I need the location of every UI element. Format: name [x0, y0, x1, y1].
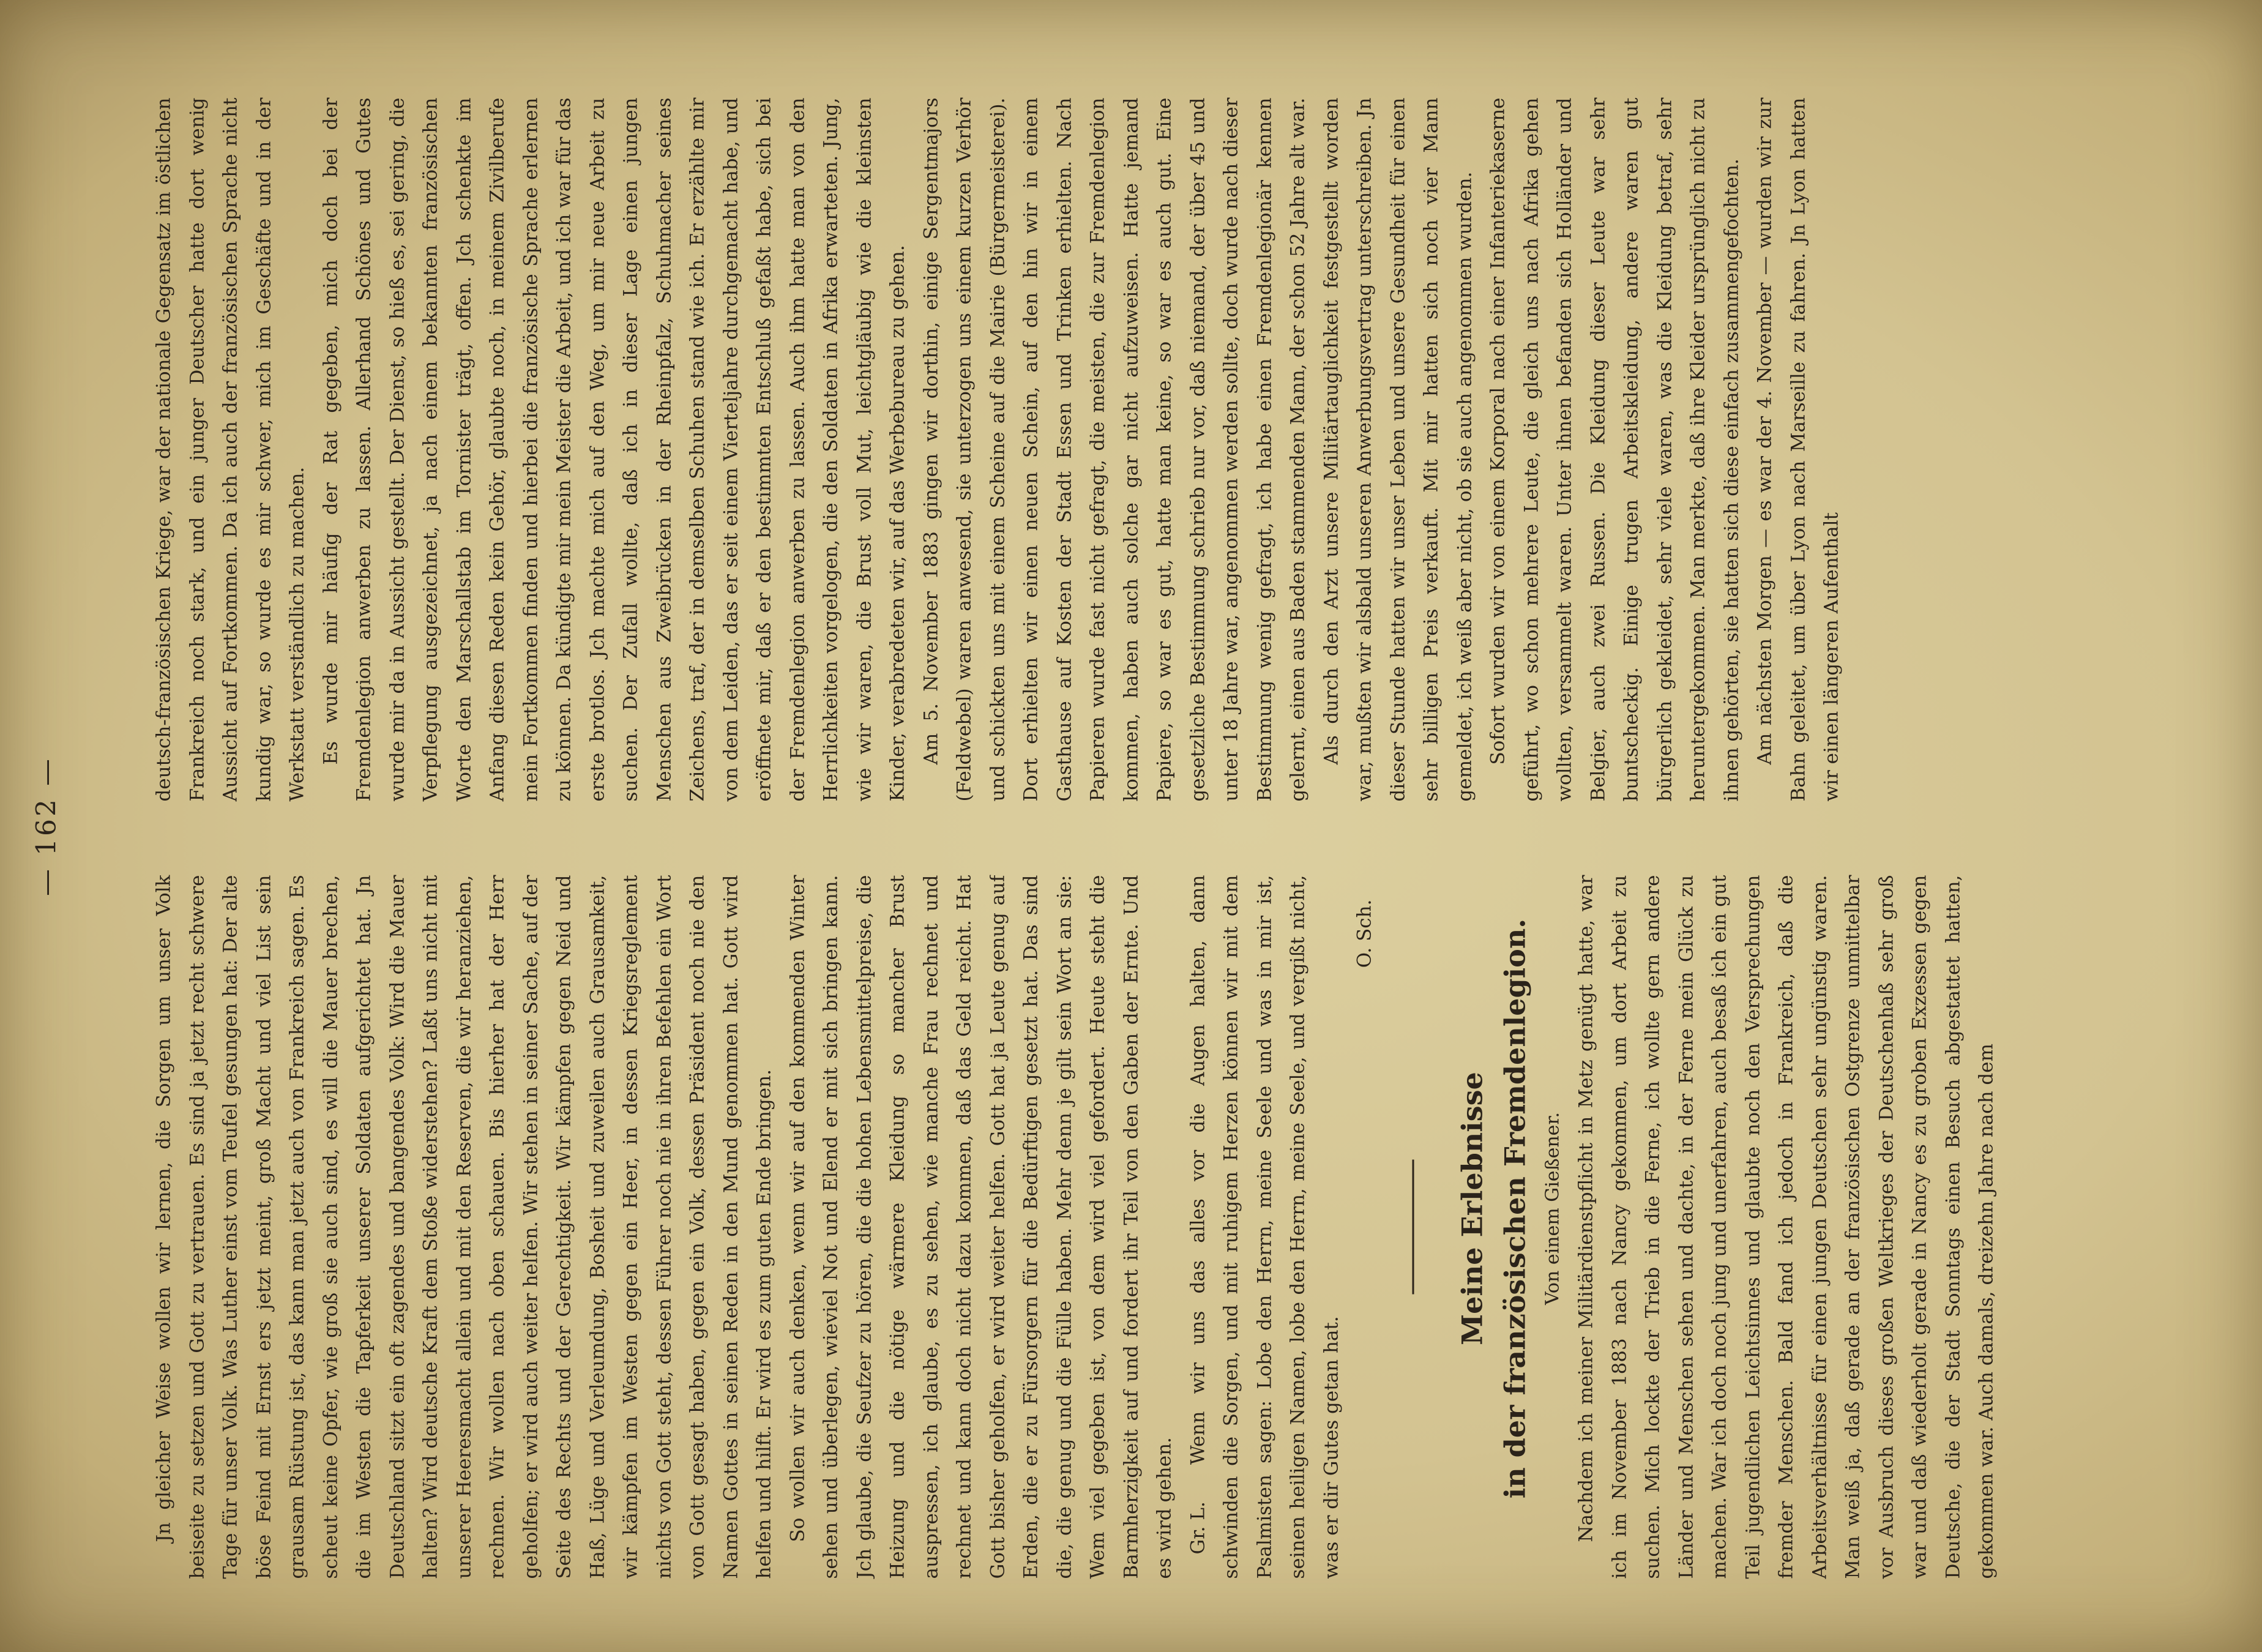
- article-subtitle: in der französischen Fremdenlegion.: [1498, 918, 1531, 1498]
- paragraph: Wenn wir uns das alles vor die Augen halten, dann schwinden die Sorgen, und mit ruhigem Herzen können wir mit dem Psalmisten sagen: Lobe den Herrn, meine Seele und was in mir ist, seinen heiligen Namen, lobe den Herrn, meine Seele, und vergißt nicht, was er dir Gutes getan hat.: [1186, 875, 1342, 1579]
- paragraph: deutsch-französischen Kriege, war der nationale Gegensatz im östlichen Frankreich noch stark, und ein junger Deutscher hatte dort wenig Aussicht auf Fortkommen. Da ich auch der französischen Sprache nicht kundig war, so wurde es mir schwer, mich im Geschäfte und in der Werkstatt verständlich zu machen.: [152, 97, 308, 801]
- paragraph: Als durch den Arzt unsere Militärtauglichkeit festgestellt worden war, mußten wir alsbald unseren Anwerbungsvertrag unterschreiben. Jn dieser Stunde hatten wir unser Leben und unsere Gesundheit für einen sehr billigen Preis verkauft. Mit mir hatten sich noch vier Mann gemeldet, ich weiß aber nicht, ob sie auch angenommen wurden.: [1320, 97, 1476, 801]
- left-column: [147, 875, 2215, 1579]
- paragraph: Am 5. November 1883 gingen wir dorthin, einige Sergentmajors (Feldwebel) waren anwesend, sie unterzogen uns einem kurzen Verhör und schickten uns mit einem Scheine auf die Mairie (Bürgermeisterei). Dort erhielten wir einen neuen Schein, auf den hin wir in einem Gasthause auf Kosten der Stadt Essen und Trinken erhielten. Nach Papieren wurde fast nicht gefragt, die meisten, die zur Fremdenlegion kommen, haben auch solche gar nicht aufzuweisen. Hatte jemand Papiere, so war es gut, hatte man keine, so war es auch gut. Eine gesetzliche Bestimmung schrieb nur vor, daß niemand, der über 45 und unter 18 Jahre war, angenommen werden sollte, doch wurde nach dieser Bestimmung wenig gefragt, ich habe einen Fremdenlegionär kennen gelernt, einen aus Baden stammenden Mann, der schon 52 Jahre alt war.: [919, 97, 1308, 801]
- paragraph: Jn gleicher Weise wollen wir lernen, die Sorgen um unser Volk beiseite zu setzen und Gott zu vertrauen. Es sind ja jetzt recht schwere Tage für unser Volk. Was Luther einst vom Teufel gesungen hat: Der alte böse Feind mit Ernst ers jetzt meint, groß Macht und viel List sein grausam Rüstung ist, das kann man jetzt auch von Frankreich sagen. Es scheut keine Opfer, wie groß sie auch sind, es will die Mauer brechen, die im Westen die Tapferkeit unserer Soldaten aufgerichtet hat. Jn Deutschland sitzt ein oft zagendes und bangendes Volk: Wird die Mauer halten? Wird deutsche Kraft dem Stoße widerstehen? Laßt uns nicht mit unserer Heeresmacht allein und mit den Reserven, die wir heranziehen, rechnen. Wir wollen nach oben schauen. Bis hierher hat der Herr geholfen; er wird auch weiter helfen. Wir stehen in seiner Sache, auf der Seite des Rechts und der Gerechtigkeit. Wir kämpfen gegen Neid und Haß, Lüge und Verleumdung, Bosheit und zuweilen auch Grausamkeit, wir kämpfen im Westen gegen ein Heer, in dessen Kriegsreglement nichts von Gott steht, dessen Führer noch nie in ihren Befehlen ein Wort von Gott gesagt haben, gegen ein Volk, dessen Präsident noch nie den Namen Gottes in seinen Reden in den Mund genommen hat. Gott wird helfen und hilft. Er wird es zum guten Ende bringen.: [152, 875, 775, 1579]
- article-title: Meine Erlebnisse: [1455, 1071, 1488, 1345]
- paragraph: Sofort wurden wir von einem Korporal nach einer Infanteriekaserne geführt, wo schon mehrere Leute, die gleich uns nach Afrika gehen wollten, versammelt waren. Unter ihnen befanden sich Holländer und Belgier, auch zwei Russen. Die Kleidung dieser Leute war sehr buntscheckig. Einige trugen Arbeitskleidung, andere waren gut bürgerlich gekleidet, sehr viele waren, was die Kleidung betraf, sehr heruntergekommen. Man merkte, daß ihre Kleider ursprünglich nicht zu ihnen gehörten, sie hatten sich diese einfach zusammengefochten.: [1487, 97, 1742, 801]
- paragraph: Es wurde mir häufig der Rat gegeben, mich doch bei der Fremdenlegion anwerben zu lassen. Allerhand Schönes und Gutes wurde mir da in Aussicht gestellt. Der Dienst, so hieß es, sei gering, die Verpflegung ausgezeichnet, ja nach einem bekannten französischen Worte den Marschallstab im Tornister trägt, offen. Jch schenkte im Anfang diesen Reden kein Gehör, glaubte noch, in meinem Zivilberufe mein Fortkommen finden und hierbei die französische Sprache erlernen zu können. Da kündigte mir mein Meister die Arbeit, und ich war für das erste brotlos. Jch machte mich auf den Weg, um mir neue Arbeit zu suchen. Der Zufall wollte, daß ich in dieser Lage einen jungen Menschen aus Zweibrücken in der Rheinpfalz, Schuhmacher seines Zeichens, traf, der in demselben Schuhen stand wie ich. Er erzählte mir von dem Leiden, das er seit einem Vierteljahre durchgemacht habe, und eröffnete mir, daß er den bestimmten Entschluß gefaßt habe, sich bei der Fremdenlegion anwerben zu lassen. Auch ihm hatte man von den Herrlichkeiten vorgelogen, die den Soldaten in Afrika erwarteten. Jung, wie wir waren, die Brust voll Mut, leichtgläubig wie die kleinsten Kinder, verabredeten wir, auf das Werbebureau zu gehen.: [319, 97, 908, 801]
- section-divider: [1412, 1159, 1414, 1294]
- article-byline: Von einem Gießener.: [1541, 1112, 1563, 1305]
- right-column: [147, 97, 2215, 801]
- paragraph: So wollen wir auch denken, wenn wir auf den kommenden Winter sehen und überlegen, wieviel Not und Elend er mit sich bringen kann. Jch glaube, die Seufzer zu hören, die die hohen Lebensmittelpreise, die Heizung und die nötige wärmere Kleidung so mancher Brust auspressen, ich glaube, es zu sehen, wie manche Frau rechnet und rechnet und kann doch nicht dazu kommen, daß das Geld reicht. Hat Gott bisher geholfen, er wird weiter helfen. Gott hat ja Leute genug auf Erden, die er zu Fürsorgern für die Bedürftigen gesetzt hat. Das sind die, die genug und die Fülle haben. Mehr denn je gilt sein Wort an sie: Wem viel gegeben ist, von dem wird viel gefordert. Heute steht die Barmherzigkeit auf und fordert ihr Teil von den Gaben der Ernte. Und es wird gehen.: [786, 875, 1175, 1579]
- paragraph: Am nächsten Morgen — es war der 4. November — wurden wir zur Bahn geleitet, um über Lyon nach Marseille zu fahren. Jn Lyon hatten wir einen längeren Aufenthalt: [1753, 97, 1842, 801]
- paragraph: Nachdem ich meiner Militärdienstpflicht in Metz genügt hatte, war ich im November 1883 nach Nancy gekommen, um dort Arbeit zu suchen. Mich lockte der Trieb in die Ferne, ich wollte gern andere Länder und Menschen sehen und dachte, in der Ferne mein Glück zu machen. War ich doch noch jung und unerfahren, auch besaß ich ein gut Teil jugendlichen Leichtsinnes und glaubte noch den Versprechungen fremder Menschen. Bald fand ich jedoch in Frankreich, daß die Arbeitsverhältnisse für einen jungen Deutschen sehr ungünstig waren. Man weiß ja, daß gerade an der französischen Ostgrenze unmittelbar vor Ausbruch dieses großen Weltkrieges der Deutschenhaß sehr groß war und daß wiederholt gerade in Nancy es zu groben Exzessen gegen Deutsche, die der Stadt Sonntags einen Besuch abgestattet hatten, gekommen war. Auch damals, dreizehn Jahre nach dem: [1575, 875, 1997, 1579]
- signature: Gr. L.: [1186, 1501, 1209, 1554]
- page-number: — 162 —: [31, 756, 62, 896]
- signature: O. Sch.: [1353, 899, 1375, 968]
